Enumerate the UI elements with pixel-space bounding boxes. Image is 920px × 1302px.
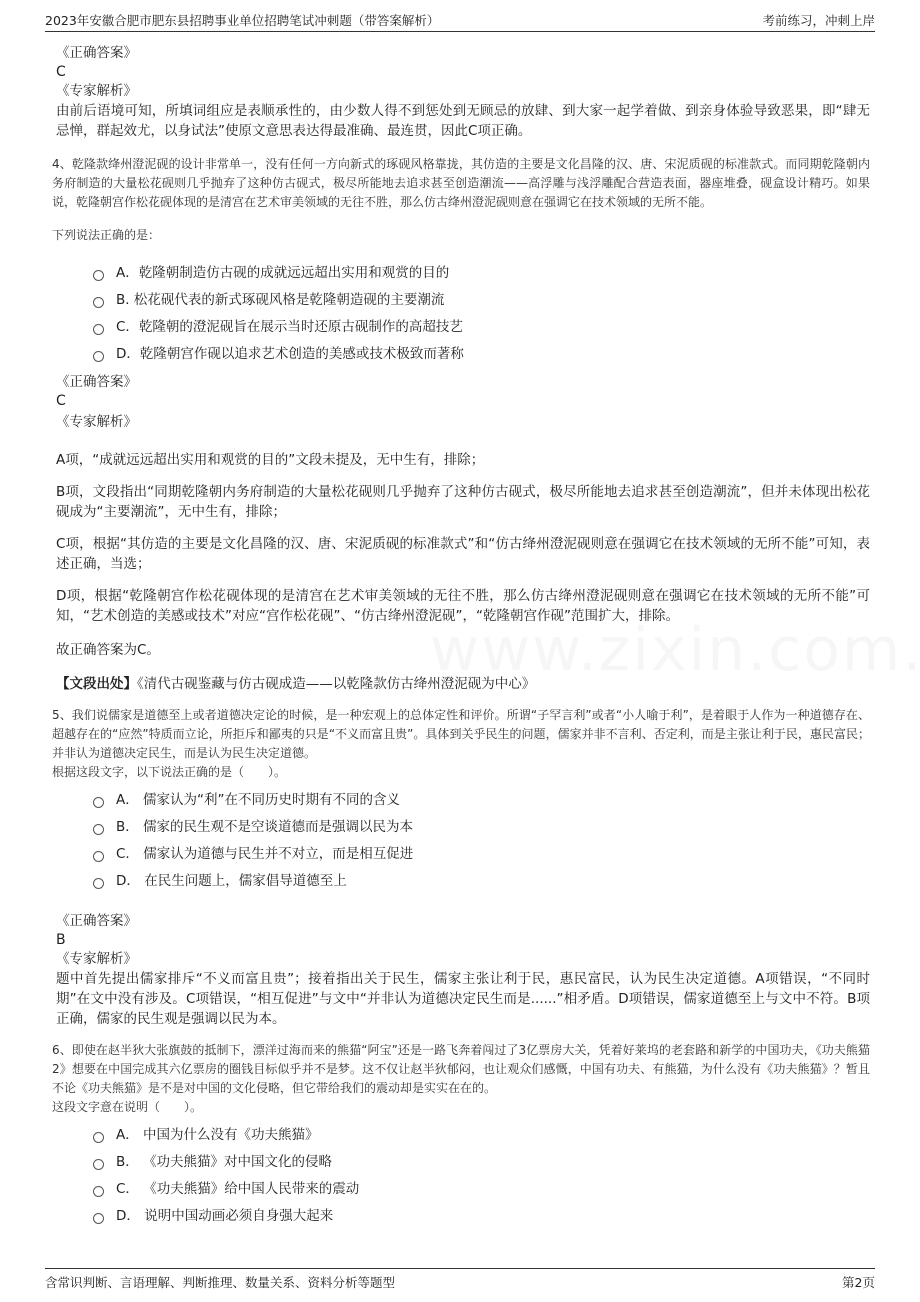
question-text: 4、乾隆款绛州澄泥砚的设计非常单一，没有任何一方向新式的琢砚风格靠拢，其仿造的主要是文化昌隆的汉、唐、宋泥质砚的标准款式。而同期乾隆朝内务府制造的大量松花砚则几乎抛弃了这种仿古砚式，极尽所能地去追求甚至创造潮流——高浮雕与浅浮雕配合营造表面，器座堆叠，砚盒设计精巧。如果说，乾隆朝宫作松花砚体现的是清宫在艺术审美领域的无往不胜，那么仿古绛州澄泥砚则意在强调它在技术领域的无所不能。 xyxy=(52,157,870,209)
option-letter: A． xyxy=(116,1126,139,1143)
option-text: 《功夫熊猫》对中国文化的侵略 xyxy=(143,1153,333,1170)
page-content xyxy=(52,44,870,1229)
option-text: 儒家的民生观不是空谈道德而是强调以民为本 xyxy=(143,818,414,835)
answer-label: 《正确答案》 xyxy=(56,45,137,61)
analysis-text: 题中首先提出儒家排斥“不义而富且贵”；接着指出关于民生，儒家主张让利于民，惠民富民，认为民生决定道德。A项错误，“不同时期”在文中没有涉及。C项错误，“相互促进”与文中“并非认为道德决定民生而是......”相矛盾。D项错误，儒家道德至上与文中不符。B项正确，儒家的民生观是强调以民为本。 xyxy=(56,971,870,1027)
analysis-paragraph: D项，根据“乾隆朝宫作松花砚体现的是清宫在艺术审美领域的无往不胜，那么仿古绛州澄泥砚则意在强调它在技术领域的无所不能”可知，“艺术创造的美感或技术”对应“宫作松花砚”、“仿古绛州澄泥砚”，“乾隆朝宫作砚”范围扩大，排除。 xyxy=(56,588,870,624)
analysis-paragraph: C项，根据“其仿造的主要是文化昌隆的汉、唐、宋泥质砚的标准款式”和“仿古绛州澄泥砚则意在强调它在技术领域的无所不能”可知，表述正确，当选； xyxy=(56,536,870,572)
option-letter: C． xyxy=(116,318,139,335)
analysis-paragraph: 故正确答案为C。 xyxy=(56,642,160,658)
answer-value: C xyxy=(56,393,66,409)
option-d[interactable] xyxy=(93,340,870,367)
radio-icon[interactable] xyxy=(93,297,104,308)
answer-value: C xyxy=(56,64,66,80)
answer-label: 《正确答案》 xyxy=(56,374,137,390)
option-letter: B. xyxy=(116,291,130,308)
radio-icon[interactable] xyxy=(93,351,104,362)
question-text: 5、我们说儒家是道德至上或者道德决定论的时候，是一种宏观上的总体定性和评价。所谓“子罕言利”或者“小人喻于利”，是着眼于人作为一种道德存在、超越存在的“应然”特质而立论，所拒斥和鄙夷的只是“不义而富且贵”。具体到关乎民生的问题，儒家并非不言利、否定利，而是主张让利于民，惠民富民；并非认为道德决定民生，而是认为民生决定道德。 xyxy=(52,708,870,760)
question-6 xyxy=(52,1041,870,1229)
radio-icon[interactable] xyxy=(93,1159,104,1170)
radio-icon[interactable] xyxy=(93,878,104,889)
option-letter: D． xyxy=(116,872,140,889)
option-text: 乾隆朝的澄泥砚旨在展示当时还原古砚制作的高超技艺 xyxy=(138,318,463,335)
question-text: 6、即使在赵半狄大张旗鼓的抵制下，漂洋过海而来的熊猫“阿宝”还是一路飞奔着闯过了3亿票房大关，凭着好莱坞的老套路和新学的中国功夫，《功夫熊猫2》想要在中国完成其六亿票房的圈钱目标似乎并不是梦。这不仅让赵半狄郁闷，也让观众们感慨，中国有功夫、有熊猫，为什么没有《功夫熊猫》？暂且不论《功夫熊猫》是不是对中国的文化侵略，但它带给我们的震动却是实实在在的。 xyxy=(52,1043,870,1095)
option-text: 在民生问题上，儒家倡导道德至上 xyxy=(144,872,347,889)
option-a[interactable] xyxy=(93,259,870,286)
option-text: 《功夫熊猫》给中国人民带来的震动 xyxy=(143,1180,360,1197)
option-letter: D． xyxy=(116,345,140,362)
page-number: 第2页 xyxy=(842,1275,875,1290)
page-header xyxy=(45,13,875,32)
option-a[interactable] xyxy=(93,786,870,813)
option-text: 乾隆朝制造仿古砚的成就远远超出实用和观赏的目的 xyxy=(138,264,450,281)
question-4 xyxy=(52,155,870,694)
option-list xyxy=(93,259,870,367)
analysis-text: 由前后语境可知，所填词组应是表顺承性的，由少数人得不到惩处到无顾忌的放肆、到大家一起学着做、到亲身体验导致恶果，即“肆无忌惮，群起效尤，以身试法”使原文意思表达得最准确、最连贯，因此C项正确。 xyxy=(56,103,870,139)
radio-icon[interactable] xyxy=(93,1132,104,1143)
analysis-paragraph: A项，“成就远远超出实用和观赏的目的”文段未提及，无中生有，排除； xyxy=(56,452,485,468)
q3-answer-section xyxy=(56,44,870,141)
option-b[interactable] xyxy=(93,286,870,313)
answer-value: B xyxy=(56,932,66,948)
page-footer xyxy=(45,1268,875,1289)
option-letter: B． xyxy=(116,818,139,835)
answer-label: 《正确答案》 xyxy=(56,913,137,929)
option-text: 中国为什么没有《功夫熊猫》 xyxy=(143,1126,319,1143)
option-letter: C． xyxy=(116,845,139,862)
radio-icon[interactable] xyxy=(93,797,104,808)
option-b[interactable] xyxy=(93,813,870,840)
option-text: 儒家认为道德与民生并不对立，而是相互促进 xyxy=(143,845,414,862)
option-a[interactable] xyxy=(93,1121,870,1148)
option-letter: B． xyxy=(116,1153,139,1170)
option-text: 乾隆朝宫作砚以追求艺术创造的美感或技术极致而著称 xyxy=(139,345,464,362)
option-list xyxy=(93,1121,870,1229)
document-title: 2023年安徽合肥市肥东县招聘事业单位招聘笔试冲刺题（带答案解析） xyxy=(45,13,440,28)
radio-icon[interactable] xyxy=(93,1213,104,1224)
option-text: 松花砚代表的新式琢砚风格是乾隆朝造砚的主要潮流 xyxy=(133,291,445,308)
header-slogan: 考前练习，冲刺上岸 xyxy=(762,13,875,28)
radio-icon[interactable] xyxy=(93,824,104,835)
source-label: 【文段出处】 xyxy=(56,676,137,692)
radio-icon[interactable] xyxy=(93,270,104,281)
option-c[interactable] xyxy=(93,1175,870,1202)
radio-icon[interactable] xyxy=(93,1186,104,1197)
source-citation xyxy=(56,674,870,694)
analysis-label: 《专家解析》 xyxy=(56,414,137,430)
option-d[interactable] xyxy=(93,1202,870,1229)
analysis-label: 《专家解析》 xyxy=(56,951,137,967)
question-prompt: 根据这段文字，以下说法正确的是（ ）。 xyxy=(52,765,287,779)
question-prompt: 这段文字意在说明（ ）。 xyxy=(52,1100,203,1114)
option-letter: C． xyxy=(116,1180,139,1197)
analysis-label: 《专家解析》 xyxy=(56,83,137,99)
question-types-note: 含常识判断、言语理解、判断推理、数量关系、资料分析等题型 xyxy=(45,1275,396,1290)
question-prompt: 下列说法正确的是： xyxy=(52,228,161,242)
option-letter: A． xyxy=(116,264,139,281)
option-letter: D． xyxy=(116,1207,140,1224)
option-text: 儒家认为“利”在不同历史时期有不同的含义 xyxy=(143,791,401,808)
option-text: 说明中国动画必须自身强大起来 xyxy=(144,1207,334,1224)
option-letter: A． xyxy=(116,791,139,808)
source-text: 《清代古砚鉴藏与仿古砚成造——以乾隆款仿古绛州澄泥砚为中心》 xyxy=(137,676,536,692)
question-5 xyxy=(52,706,870,1029)
option-c[interactable] xyxy=(93,840,870,867)
radio-icon[interactable] xyxy=(93,324,104,335)
analysis-paragraph: B项，文段指出“同期乾隆朝内务府制造的大量松花砚则几乎抛弃了这种仿古砚式，极尽所能地去追求甚至创造潮流”，但并未体现出松花砚成为“主要潮流”，无中生有，排除； xyxy=(56,484,870,520)
option-c[interactable] xyxy=(93,313,870,340)
option-d[interactable] xyxy=(93,867,870,894)
option-b[interactable] xyxy=(93,1148,870,1175)
radio-icon[interactable] xyxy=(93,851,104,862)
option-list xyxy=(93,786,870,894)
